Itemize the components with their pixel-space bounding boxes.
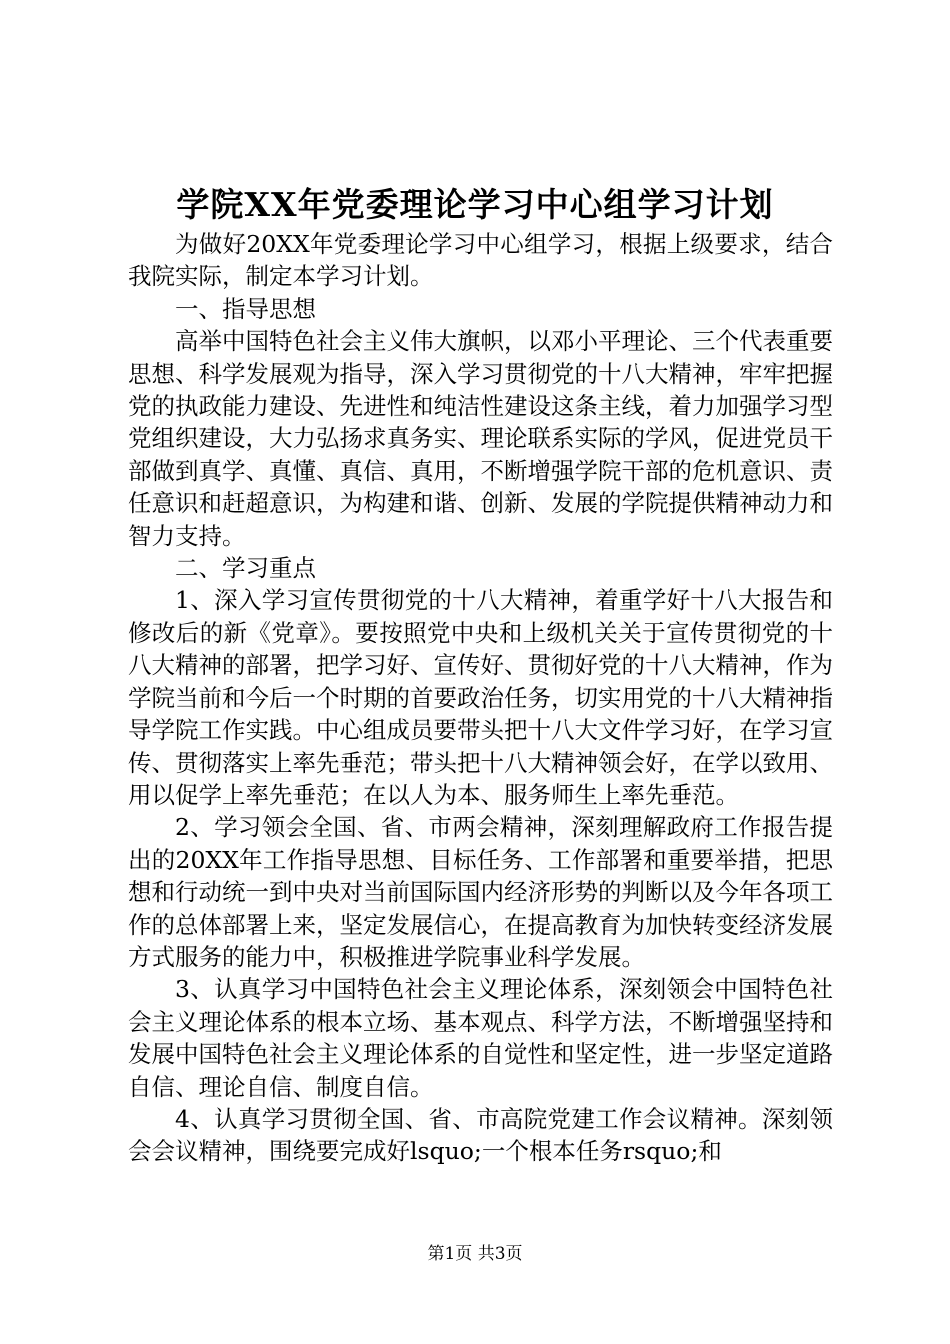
- section-heading-guiding-ideology: 一、指导思想: [175, 294, 316, 323]
- section-heading-study-focus: 二、学习重点: [175, 554, 316, 583]
- intro-paragraph: 为做好20XX年党委理论学习中心组学习，根据上级要求，结合我院实际，制定本学习计划。: [128, 230, 833, 291]
- page-number-footer: 第1页 共3页: [427, 1244, 523, 1264]
- study-point-2: 2、学习领会全国、省、市两会精神，深刻理解政府工作报告提出的20XX年工作指导思想、目标任务、工作部署和重要举措，把思想和行动统一到中央对当前国际国内经济形势的判断以及今年各项工作的总体部署上来，坚定发展信心，在提高教育为加快转变经济发展方式服务的能力中，积极推进学院事业科学发展。: [128, 813, 833, 971]
- study-point-1: 1、深入学习宣传贯彻党的十八大精神，着重学好十八大报告和修改后的新《党章》。要按照党中央和上级机关关于宣传贯彻党的十八大精神的部署，把学习好、宣传好、贯彻好党的十八大精神，作为学院当前和今后一个时期的首要政治任务，切实用党的十八大精神指导学院工作实践。中心组成员要带头把十八大文件学习好，在学习宣传、贯彻落实上率先垂范；带头把十八大精神领会好，在学以致用、用以促学上率先垂范；在以人为本、服务师生上率先垂范。: [128, 586, 833, 809]
- guiding-ideology-paragraph: 高举中国特色社会主义伟大旗帜，以邓小平理论、三个代表重要思想、科学发展观为指导，深入学习贯彻党的十八大精神，牢牢把握党的执政能力建设、先进性和纯洁性建设这条主线，着力加强学习型党组织建设，大力弘扬求真务实、理论联系实际的学风，促进党员干部做到真学、真懂、真信、真用，不断增强学院干部的危机意识、责任意识和赶超意识，为构建和谐、创新、发展的学院提供精神动力和智力支持。: [128, 327, 833, 550]
- study-point-3: 3、认真学习中国特色社会主义理论体系，深刻领会中国特色社会主义理论体系的根本立场、基本观点、科学方法，不断增强坚持和发展中国特色社会主义理论体系的自觉性和坚定性，进一步坚定道路自信、理论自信、制度自信。: [128, 975, 833, 1101]
- study-point-4: 4、认真学习贯彻全国、省、市高院党建工作会议精神。深刻领会会议精神，围绕要完成好lsquo;一个根本任务rsquo;和: [128, 1104, 833, 1166]
- document-body: [128, 228, 833, 1168]
- document-title: 学院XX年党委理论学习中心组学习计划: [176, 185, 774, 224]
